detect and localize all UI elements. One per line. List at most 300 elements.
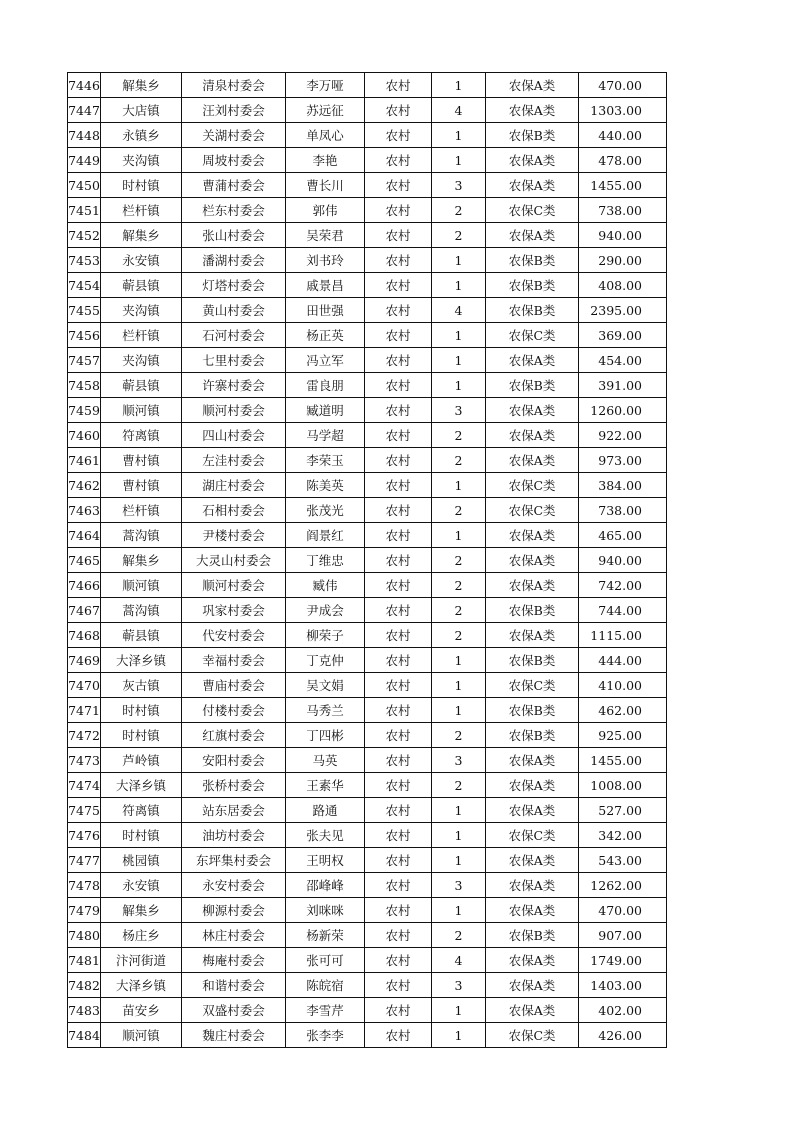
name-cell: 邵峰峰 bbox=[286, 873, 365, 898]
insurance-category-cell: 农保B类 bbox=[486, 373, 579, 398]
household-size-cell: 1 bbox=[432, 698, 486, 723]
serial-cell: 7462 bbox=[68, 473, 101, 498]
area-type-cell: 农村 bbox=[365, 698, 432, 723]
serial-cell: 7484 bbox=[68, 1023, 101, 1048]
household-size-cell: 1 bbox=[432, 898, 486, 923]
amount-cell: 1115.00 bbox=[579, 623, 667, 648]
serial-cell: 7482 bbox=[68, 973, 101, 998]
town-cell: 杨庄乡 bbox=[101, 923, 182, 948]
insurance-category-cell: 农保A类 bbox=[486, 398, 579, 423]
amount-cell: 742.00 bbox=[579, 573, 667, 598]
insurance-category-cell: 农保A类 bbox=[486, 173, 579, 198]
amount-cell: 1260.00 bbox=[579, 398, 667, 423]
name-cell: 田世强 bbox=[286, 298, 365, 323]
serial-cell: 7476 bbox=[68, 823, 101, 848]
amount-cell: 527.00 bbox=[579, 798, 667, 823]
village-committee-cell: 七里村委会 bbox=[182, 348, 286, 373]
town-cell: 芦岭镇 bbox=[101, 748, 182, 773]
table-row bbox=[68, 298, 667, 323]
insurance-category-cell: 农保B类 bbox=[486, 273, 579, 298]
area-type-cell: 农村 bbox=[365, 973, 432, 998]
amount-cell: 470.00 bbox=[579, 898, 667, 923]
household-size-cell: 3 bbox=[432, 173, 486, 198]
insurance-category-cell: 农保A类 bbox=[486, 423, 579, 448]
town-cell: 时村镇 bbox=[101, 173, 182, 198]
village-committee-cell: 双盛村委会 bbox=[182, 998, 286, 1023]
area-type-cell: 农村 bbox=[365, 823, 432, 848]
area-type-cell: 农村 bbox=[365, 348, 432, 373]
name-cell: 丁维忠 bbox=[286, 548, 365, 573]
insurance-category-cell: 农保B类 bbox=[486, 298, 579, 323]
household-size-cell: 1 bbox=[432, 848, 486, 873]
name-cell: 吴荣君 bbox=[286, 223, 365, 248]
name-cell: 刘书玲 bbox=[286, 248, 365, 273]
insurance-category-cell: 农保A类 bbox=[486, 523, 579, 548]
village-committee-cell: 张桥村委会 bbox=[182, 773, 286, 798]
serial-cell: 7449 bbox=[68, 148, 101, 173]
serial-cell: 7479 bbox=[68, 898, 101, 923]
insurance-category-cell: 农保A类 bbox=[486, 848, 579, 873]
amount-cell: 1008.00 bbox=[579, 773, 667, 798]
table-row bbox=[68, 748, 667, 773]
name-cell: 臧道明 bbox=[286, 398, 365, 423]
name-cell: 郭伟 bbox=[286, 198, 365, 223]
serial-cell: 7454 bbox=[68, 273, 101, 298]
table-row bbox=[68, 698, 667, 723]
town-cell: 灰古镇 bbox=[101, 673, 182, 698]
area-type-cell: 农村 bbox=[365, 948, 432, 973]
area-type-cell: 农村 bbox=[365, 123, 432, 148]
amount-cell: 925.00 bbox=[579, 723, 667, 748]
household-size-cell: 2 bbox=[432, 623, 486, 648]
area-type-cell: 农村 bbox=[365, 373, 432, 398]
name-cell: 刘咪咪 bbox=[286, 898, 365, 923]
household-size-cell: 2 bbox=[432, 773, 486, 798]
household-size-cell: 1 bbox=[432, 373, 486, 398]
area-type-cell: 农村 bbox=[365, 548, 432, 573]
table-row bbox=[68, 173, 667, 198]
insurance-category-cell: 农保A类 bbox=[486, 448, 579, 473]
area-type-cell: 农村 bbox=[365, 98, 432, 123]
area-type-cell: 农村 bbox=[365, 473, 432, 498]
table-row bbox=[68, 523, 667, 548]
table-row bbox=[68, 973, 667, 998]
insurance-category-cell: 农保A类 bbox=[486, 773, 579, 798]
serial-cell: 7475 bbox=[68, 798, 101, 823]
area-type-cell: 农村 bbox=[365, 848, 432, 873]
town-cell: 顺河镇 bbox=[101, 1023, 182, 1048]
amount-cell: 384.00 bbox=[579, 473, 667, 498]
amount-cell: 290.00 bbox=[579, 248, 667, 273]
household-size-cell: 4 bbox=[432, 298, 486, 323]
town-cell: 栏杆镇 bbox=[101, 198, 182, 223]
town-cell: 曹村镇 bbox=[101, 448, 182, 473]
village-committee-cell: 许寨村委会 bbox=[182, 373, 286, 398]
amount-cell: 454.00 bbox=[579, 348, 667, 373]
household-size-cell: 1 bbox=[432, 798, 486, 823]
household-size-cell: 2 bbox=[432, 498, 486, 523]
name-cell: 尹成会 bbox=[286, 598, 365, 623]
amount-cell: 1262.00 bbox=[579, 873, 667, 898]
amount-cell: 444.00 bbox=[579, 648, 667, 673]
village-committee-cell: 永安村委会 bbox=[182, 873, 286, 898]
amount-cell: 543.00 bbox=[579, 848, 667, 873]
table-row bbox=[68, 548, 667, 573]
table-row bbox=[68, 673, 667, 698]
serial-cell: 7474 bbox=[68, 773, 101, 798]
area-type-cell: 农村 bbox=[365, 523, 432, 548]
amount-cell: 391.00 bbox=[579, 373, 667, 398]
amount-cell: 738.00 bbox=[579, 498, 667, 523]
town-cell: 大泽乡镇 bbox=[101, 648, 182, 673]
village-committee-cell: 潘湖村委会 bbox=[182, 248, 286, 273]
area-type-cell: 农村 bbox=[365, 398, 432, 423]
insurance-category-cell: 农保B类 bbox=[486, 698, 579, 723]
amount-cell: 402.00 bbox=[579, 998, 667, 1023]
table-row bbox=[68, 623, 667, 648]
household-size-cell: 2 bbox=[432, 198, 486, 223]
area-type-cell: 农村 bbox=[365, 248, 432, 273]
town-cell: 解集乡 bbox=[101, 548, 182, 573]
insurance-category-cell: 农保A类 bbox=[486, 998, 579, 1023]
table-row bbox=[68, 98, 667, 123]
serial-cell: 7446 bbox=[68, 73, 101, 98]
household-size-cell: 2 bbox=[432, 598, 486, 623]
area-type-cell: 农村 bbox=[365, 798, 432, 823]
serial-cell: 7465 bbox=[68, 548, 101, 573]
village-committee-cell: 灯塔村委会 bbox=[182, 273, 286, 298]
serial-cell: 7455 bbox=[68, 298, 101, 323]
village-committee-cell: 黄山村委会 bbox=[182, 298, 286, 323]
village-committee-cell: 油坊村委会 bbox=[182, 823, 286, 848]
town-cell: 时村镇 bbox=[101, 723, 182, 748]
name-cell: 马秀兰 bbox=[286, 698, 365, 723]
serial-cell: 7448 bbox=[68, 123, 101, 148]
town-cell: 曹村镇 bbox=[101, 473, 182, 498]
area-type-cell: 农村 bbox=[365, 423, 432, 448]
insurance-category-cell: 农保A类 bbox=[486, 348, 579, 373]
table-row bbox=[68, 198, 667, 223]
household-size-cell: 1 bbox=[432, 998, 486, 1023]
amount-cell: 1455.00 bbox=[579, 173, 667, 198]
serial-cell: 7469 bbox=[68, 648, 101, 673]
serial-cell: 7483 bbox=[68, 998, 101, 1023]
table-row bbox=[68, 1023, 667, 1048]
insurance-category-cell: 农保C类 bbox=[486, 498, 579, 523]
insurance-category-cell: 农保C类 bbox=[486, 473, 579, 498]
name-cell: 张可可 bbox=[286, 948, 365, 973]
village-committee-cell: 张山村委会 bbox=[182, 223, 286, 248]
table-row bbox=[68, 148, 667, 173]
household-size-cell: 2 bbox=[432, 723, 486, 748]
area-type-cell: 农村 bbox=[365, 673, 432, 698]
town-cell: 大店镇 bbox=[101, 98, 182, 123]
household-size-cell: 3 bbox=[432, 873, 486, 898]
insurance-category-cell: 农保B类 bbox=[486, 648, 579, 673]
serial-cell: 7472 bbox=[68, 723, 101, 748]
household-size-cell: 4 bbox=[432, 98, 486, 123]
serial-cell: 7477 bbox=[68, 848, 101, 873]
insurance-category-cell: 农保A类 bbox=[486, 148, 579, 173]
serial-cell: 7466 bbox=[68, 573, 101, 598]
table-row bbox=[68, 323, 667, 348]
town-cell: 顺河镇 bbox=[101, 573, 182, 598]
amount-cell: 426.00 bbox=[579, 1023, 667, 1048]
table-row bbox=[68, 723, 667, 748]
amount-cell: 922.00 bbox=[579, 423, 667, 448]
serial-cell: 7456 bbox=[68, 323, 101, 348]
name-cell: 马学超 bbox=[286, 423, 365, 448]
area-type-cell: 农村 bbox=[365, 923, 432, 948]
serial-cell: 7453 bbox=[68, 248, 101, 273]
name-cell: 苏远征 bbox=[286, 98, 365, 123]
insurance-category-cell: 农保A类 bbox=[486, 748, 579, 773]
household-size-cell: 1 bbox=[432, 273, 486, 298]
household-size-cell: 2 bbox=[432, 923, 486, 948]
area-type-cell: 农村 bbox=[365, 1023, 432, 1048]
insurance-category-cell: 农保A类 bbox=[486, 623, 579, 648]
village-committee-cell: 左洼村委会 bbox=[182, 448, 286, 473]
serial-cell: 7460 bbox=[68, 423, 101, 448]
serial-cell: 7458 bbox=[68, 373, 101, 398]
insurance-category-cell: 农保A类 bbox=[486, 548, 579, 573]
village-committee-cell: 周坡村委会 bbox=[182, 148, 286, 173]
insurance-category-cell: 农保B类 bbox=[486, 723, 579, 748]
amount-cell: 462.00 bbox=[579, 698, 667, 723]
name-cell: 张李李 bbox=[286, 1023, 365, 1048]
insurance-category-cell: 农保A类 bbox=[486, 573, 579, 598]
household-size-cell: 1 bbox=[432, 823, 486, 848]
serial-cell: 7461 bbox=[68, 448, 101, 473]
insurance-category-cell: 农保C类 bbox=[486, 823, 579, 848]
name-cell: 王素华 bbox=[286, 773, 365, 798]
village-committee-cell: 大灵山村委会 bbox=[182, 548, 286, 573]
household-size-cell: 1 bbox=[432, 1023, 486, 1048]
village-committee-cell: 红旗村委会 bbox=[182, 723, 286, 748]
area-type-cell: 农村 bbox=[365, 198, 432, 223]
household-size-cell: 3 bbox=[432, 973, 486, 998]
town-cell: 栏杆镇 bbox=[101, 323, 182, 348]
village-committee-cell: 代安村委会 bbox=[182, 623, 286, 648]
amount-cell: 1455.00 bbox=[579, 748, 667, 773]
town-cell: 苗安乡 bbox=[101, 998, 182, 1023]
insurance-category-cell: 农保A类 bbox=[486, 223, 579, 248]
town-cell: 时村镇 bbox=[101, 698, 182, 723]
area-type-cell: 农村 bbox=[365, 273, 432, 298]
household-size-cell: 4 bbox=[432, 948, 486, 973]
table-row bbox=[68, 823, 667, 848]
table-row bbox=[68, 923, 667, 948]
insurance-category-cell: 农保B类 bbox=[486, 248, 579, 273]
serial-cell: 7467 bbox=[68, 598, 101, 623]
serial-cell: 7468 bbox=[68, 623, 101, 648]
town-cell: 夹沟镇 bbox=[101, 298, 182, 323]
amount-cell: 410.00 bbox=[579, 673, 667, 698]
household-size-cell: 2 bbox=[432, 448, 486, 473]
village-committee-cell: 石相村委会 bbox=[182, 498, 286, 523]
household-size-cell: 3 bbox=[432, 398, 486, 423]
household-size-cell: 1 bbox=[432, 248, 486, 273]
household-size-cell: 2 bbox=[432, 223, 486, 248]
amount-cell: 907.00 bbox=[579, 923, 667, 948]
area-type-cell: 农村 bbox=[365, 623, 432, 648]
name-cell: 杨正英 bbox=[286, 323, 365, 348]
name-cell: 丁四彬 bbox=[286, 723, 365, 748]
village-committee-cell: 清泉村委会 bbox=[182, 73, 286, 98]
serial-cell: 7473 bbox=[68, 748, 101, 773]
town-cell: 蕲县镇 bbox=[101, 273, 182, 298]
insurance-category-cell: 农保B类 bbox=[486, 598, 579, 623]
amount-cell: 369.00 bbox=[579, 323, 667, 348]
serial-cell: 7451 bbox=[68, 198, 101, 223]
town-cell: 符离镇 bbox=[101, 423, 182, 448]
household-size-cell: 1 bbox=[432, 473, 486, 498]
name-cell: 单凤心 bbox=[286, 123, 365, 148]
village-committee-cell: 安阳村委会 bbox=[182, 748, 286, 773]
area-type-cell: 农村 bbox=[365, 873, 432, 898]
amount-cell: 940.00 bbox=[579, 223, 667, 248]
town-cell: 解集乡 bbox=[101, 898, 182, 923]
amount-cell: 470.00 bbox=[579, 73, 667, 98]
area-type-cell: 农村 bbox=[365, 298, 432, 323]
village-committee-cell: 柳源村委会 bbox=[182, 898, 286, 923]
name-cell: 吴文娟 bbox=[286, 673, 365, 698]
serial-cell: 7481 bbox=[68, 948, 101, 973]
village-committee-cell: 梅庵村委会 bbox=[182, 948, 286, 973]
household-size-cell: 1 bbox=[432, 148, 486, 173]
area-type-cell: 农村 bbox=[365, 73, 432, 98]
serial-cell: 7459 bbox=[68, 398, 101, 423]
table-row bbox=[68, 998, 667, 1023]
village-committee-cell: 汪刘村委会 bbox=[182, 98, 286, 123]
serial-cell: 7471 bbox=[68, 698, 101, 723]
name-cell: 路通 bbox=[286, 798, 365, 823]
town-cell: 栏杆镇 bbox=[101, 498, 182, 523]
name-cell: 李艳 bbox=[286, 148, 365, 173]
town-cell: 顺河镇 bbox=[101, 398, 182, 423]
village-committee-cell: 巩家村委会 bbox=[182, 598, 286, 623]
table-row bbox=[68, 873, 667, 898]
table-row bbox=[68, 448, 667, 473]
name-cell: 李雪芹 bbox=[286, 998, 365, 1023]
insurance-category-cell: 农保C类 bbox=[486, 323, 579, 348]
serial-cell: 7450 bbox=[68, 173, 101, 198]
household-size-cell: 1 bbox=[432, 123, 486, 148]
insurance-category-cell: 农保B类 bbox=[486, 923, 579, 948]
serial-cell: 7457 bbox=[68, 348, 101, 373]
table-row bbox=[68, 648, 667, 673]
serial-cell: 7452 bbox=[68, 223, 101, 248]
area-type-cell: 农村 bbox=[365, 323, 432, 348]
insurance-category-cell: 农保C类 bbox=[486, 1023, 579, 1048]
table-row bbox=[68, 73, 667, 98]
name-cell: 杨新荣 bbox=[286, 923, 365, 948]
village-committee-cell: 曹庙村委会 bbox=[182, 673, 286, 698]
name-cell: 陈皖宿 bbox=[286, 973, 365, 998]
serial-cell: 7463 bbox=[68, 498, 101, 523]
town-cell: 永镇乡 bbox=[101, 123, 182, 148]
amount-cell: 465.00 bbox=[579, 523, 667, 548]
area-type-cell: 农村 bbox=[365, 148, 432, 173]
name-cell: 冯立军 bbox=[286, 348, 365, 373]
table-row bbox=[68, 423, 667, 448]
village-committee-cell: 关湖村委会 bbox=[182, 123, 286, 148]
village-committee-cell: 湖庄村委会 bbox=[182, 473, 286, 498]
area-type-cell: 农村 bbox=[365, 498, 432, 523]
town-cell: 夹沟镇 bbox=[101, 148, 182, 173]
table-row bbox=[68, 598, 667, 623]
table-row bbox=[68, 473, 667, 498]
area-type-cell: 农村 bbox=[365, 573, 432, 598]
household-size-cell: 1 bbox=[432, 648, 486, 673]
insurance-category-cell: 农保A类 bbox=[486, 948, 579, 973]
insurance-category-cell: 农保C类 bbox=[486, 673, 579, 698]
amount-cell: 342.00 bbox=[579, 823, 667, 848]
name-cell: 李荣玉 bbox=[286, 448, 365, 473]
insurance-category-cell: 农保A类 bbox=[486, 798, 579, 823]
village-committee-cell: 石河村委会 bbox=[182, 323, 286, 348]
table-row bbox=[68, 248, 667, 273]
household-size-cell: 1 bbox=[432, 323, 486, 348]
name-cell: 戚景昌 bbox=[286, 273, 365, 298]
amount-cell: 940.00 bbox=[579, 548, 667, 573]
insurance-category-cell: 农保A类 bbox=[486, 898, 579, 923]
town-cell: 解集乡 bbox=[101, 223, 182, 248]
household-size-cell: 2 bbox=[432, 573, 486, 598]
household-size-cell: 1 bbox=[432, 523, 486, 548]
village-committee-cell: 栏东村委会 bbox=[182, 198, 286, 223]
town-cell: 时村镇 bbox=[101, 823, 182, 848]
table-row bbox=[68, 223, 667, 248]
town-cell: 夹沟镇 bbox=[101, 348, 182, 373]
serial-cell: 7480 bbox=[68, 923, 101, 948]
insurance-category-cell: 农保A类 bbox=[486, 98, 579, 123]
table-row bbox=[68, 398, 667, 423]
amount-cell: 478.00 bbox=[579, 148, 667, 173]
name-cell: 雷良朋 bbox=[286, 373, 365, 398]
name-cell: 张夫见 bbox=[286, 823, 365, 848]
village-committee-cell: 林庄村委会 bbox=[182, 923, 286, 948]
area-type-cell: 农村 bbox=[365, 648, 432, 673]
town-cell: 蒿沟镇 bbox=[101, 523, 182, 548]
town-cell: 解集乡 bbox=[101, 73, 182, 98]
household-size-cell: 1 bbox=[432, 348, 486, 373]
insurance-category-cell: 农保A类 bbox=[486, 73, 579, 98]
village-committee-cell: 和谐村委会 bbox=[182, 973, 286, 998]
table-row bbox=[68, 898, 667, 923]
area-type-cell: 农村 bbox=[365, 173, 432, 198]
area-type-cell: 农村 bbox=[365, 773, 432, 798]
area-type-cell: 农村 bbox=[365, 898, 432, 923]
amount-cell: 1303.00 bbox=[579, 98, 667, 123]
amount-cell: 744.00 bbox=[579, 598, 667, 623]
serial-cell: 7464 bbox=[68, 523, 101, 548]
area-type-cell: 农村 bbox=[365, 223, 432, 248]
town-cell: 蒿沟镇 bbox=[101, 598, 182, 623]
name-cell: 王明权 bbox=[286, 848, 365, 873]
town-cell: 大泽乡镇 bbox=[101, 973, 182, 998]
area-type-cell: 农村 bbox=[365, 723, 432, 748]
village-committee-cell: 尹楼村委会 bbox=[182, 523, 286, 548]
serial-cell: 7470 bbox=[68, 673, 101, 698]
table-row bbox=[68, 848, 667, 873]
village-committee-cell: 付楼村委会 bbox=[182, 698, 286, 723]
village-committee-cell: 四山村委会 bbox=[182, 423, 286, 448]
household-size-cell: 2 bbox=[432, 548, 486, 573]
area-type-cell: 农村 bbox=[365, 998, 432, 1023]
name-cell: 柳荣子 bbox=[286, 623, 365, 648]
town-cell: 符离镇 bbox=[101, 798, 182, 823]
